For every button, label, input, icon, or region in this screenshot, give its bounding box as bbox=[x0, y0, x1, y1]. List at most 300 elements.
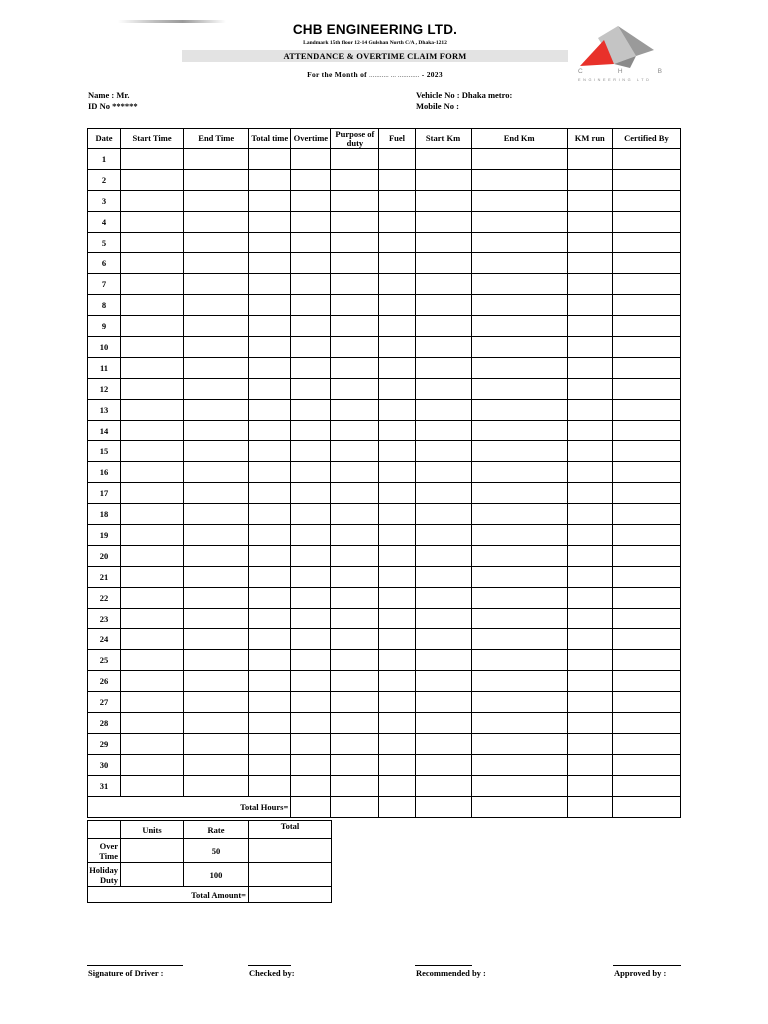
purpose-cell[interactable] bbox=[331, 775, 379, 796]
end-km-cell[interactable] bbox=[471, 399, 567, 420]
purpose-total-cell[interactable] bbox=[331, 796, 379, 817]
start-time-cell[interactable] bbox=[121, 232, 184, 253]
start-km-cell[interactable] bbox=[415, 733, 471, 754]
total-time-cell[interactable] bbox=[249, 441, 291, 462]
certified-by-total-cell[interactable] bbox=[612, 796, 680, 817]
start-km-cell[interactable] bbox=[415, 274, 471, 295]
overtime-cell[interactable] bbox=[291, 295, 331, 316]
start-time-cell[interactable] bbox=[121, 253, 184, 274]
overtime-cell[interactable] bbox=[291, 399, 331, 420]
overtime-cell[interactable] bbox=[291, 441, 331, 462]
overtime-cell[interactable] bbox=[291, 357, 331, 378]
fuel-cell[interactable] bbox=[379, 587, 415, 608]
start-time-cell[interactable] bbox=[121, 378, 184, 399]
start-km-cell[interactable] bbox=[415, 754, 471, 775]
total-time-cell[interactable] bbox=[249, 211, 291, 232]
end-time-cell[interactable] bbox=[184, 713, 249, 734]
end-km-cell[interactable] bbox=[471, 316, 567, 337]
total-time-cell[interactable] bbox=[249, 608, 291, 629]
end-time-cell[interactable] bbox=[184, 211, 249, 232]
start-time-cell[interactable] bbox=[121, 671, 184, 692]
purpose-cell[interactable] bbox=[331, 316, 379, 337]
start-km-cell[interactable] bbox=[415, 295, 471, 316]
end-km-cell[interactable] bbox=[471, 357, 567, 378]
purpose-cell[interactable] bbox=[331, 441, 379, 462]
start-time-cell[interactable] bbox=[121, 190, 184, 211]
overtime-cell[interactable] bbox=[291, 754, 331, 775]
overtime-cell[interactable] bbox=[291, 420, 331, 441]
start-km-cell[interactable] bbox=[415, 232, 471, 253]
total-time-cell[interactable] bbox=[249, 545, 291, 566]
end-km-cell[interactable] bbox=[471, 608, 567, 629]
total-time-cell[interactable] bbox=[249, 566, 291, 587]
km-run-cell[interactable] bbox=[567, 399, 612, 420]
start-km-cell[interactable] bbox=[415, 149, 471, 170]
purpose-cell[interactable] bbox=[331, 545, 379, 566]
overtime-cell[interactable] bbox=[291, 713, 331, 734]
total-time-cell[interactable] bbox=[249, 587, 291, 608]
overtime-cell[interactable] bbox=[291, 149, 331, 170]
fuel-cell[interactable] bbox=[379, 608, 415, 629]
km-run-cell[interactable] bbox=[567, 775, 612, 796]
certified-by-cell[interactable] bbox=[612, 692, 680, 713]
certified-by-cell[interactable] bbox=[612, 608, 680, 629]
start-time-cell[interactable] bbox=[121, 545, 184, 566]
fuel-cell[interactable] bbox=[379, 253, 415, 274]
km-run-total-cell[interactable] bbox=[567, 796, 612, 817]
purpose-cell[interactable] bbox=[331, 754, 379, 775]
overtime-cell[interactable] bbox=[291, 671, 331, 692]
start-time-cell[interactable] bbox=[121, 483, 184, 504]
total-time-cell[interactable] bbox=[249, 671, 291, 692]
start-time-cell[interactable] bbox=[121, 295, 184, 316]
certified-by-cell[interactable] bbox=[612, 232, 680, 253]
fuel-cell[interactable] bbox=[379, 504, 415, 525]
end-time-cell[interactable] bbox=[184, 545, 249, 566]
total-time-cell[interactable] bbox=[249, 420, 291, 441]
certified-by-cell[interactable] bbox=[612, 378, 680, 399]
km-run-cell[interactable] bbox=[567, 232, 612, 253]
km-run-cell[interactable] bbox=[567, 253, 612, 274]
start-time-cell[interactable] bbox=[121, 650, 184, 671]
overtime-cell[interactable] bbox=[291, 337, 331, 358]
end-km-cell[interactable] bbox=[471, 566, 567, 587]
start-km-cell[interactable] bbox=[415, 587, 471, 608]
purpose-cell[interactable] bbox=[331, 692, 379, 713]
purpose-cell[interactable] bbox=[331, 525, 379, 546]
end-time-cell[interactable] bbox=[184, 650, 249, 671]
end-time-cell[interactable] bbox=[184, 357, 249, 378]
km-run-cell[interactable] bbox=[567, 295, 612, 316]
km-run-cell[interactable] bbox=[567, 692, 612, 713]
certified-by-cell[interactable] bbox=[612, 253, 680, 274]
end-time-cell[interactable] bbox=[184, 775, 249, 796]
purpose-cell[interactable] bbox=[331, 629, 379, 650]
purpose-cell[interactable] bbox=[331, 357, 379, 378]
end-km-cell[interactable] bbox=[471, 232, 567, 253]
total-time-cell[interactable] bbox=[249, 169, 291, 190]
fuel-cell[interactable] bbox=[379, 357, 415, 378]
total-time-cell[interactable] bbox=[249, 775, 291, 796]
purpose-cell[interactable] bbox=[331, 671, 379, 692]
certified-by-cell[interactable] bbox=[612, 149, 680, 170]
end-km-cell[interactable] bbox=[471, 462, 567, 483]
overtime-cell[interactable] bbox=[291, 211, 331, 232]
end-km-cell[interactable] bbox=[471, 525, 567, 546]
km-run-cell[interactable] bbox=[567, 462, 612, 483]
start-km-cell[interactable] bbox=[415, 316, 471, 337]
start-time-cell[interactable] bbox=[121, 316, 184, 337]
start-time-cell[interactable] bbox=[121, 337, 184, 358]
certified-by-cell[interactable] bbox=[612, 733, 680, 754]
purpose-cell[interactable] bbox=[331, 504, 379, 525]
fuel-cell[interactable] bbox=[379, 337, 415, 358]
km-run-cell[interactable] bbox=[567, 733, 612, 754]
certified-by-cell[interactable] bbox=[612, 650, 680, 671]
start-time-cell[interactable] bbox=[121, 462, 184, 483]
purpose-cell[interactable] bbox=[331, 483, 379, 504]
certified-by-cell[interactable] bbox=[612, 483, 680, 504]
start-km-cell[interactable] bbox=[415, 169, 471, 190]
end-time-cell[interactable] bbox=[184, 692, 249, 713]
total-time-cell[interactable] bbox=[249, 295, 291, 316]
fuel-cell[interactable] bbox=[379, 754, 415, 775]
start-time-cell[interactable] bbox=[121, 587, 184, 608]
end-km-cell[interactable] bbox=[471, 754, 567, 775]
overtime-cell[interactable] bbox=[291, 545, 331, 566]
certified-by-cell[interactable] bbox=[612, 671, 680, 692]
start-time-cell[interactable] bbox=[121, 525, 184, 546]
km-run-cell[interactable] bbox=[567, 545, 612, 566]
total-time-cell[interactable] bbox=[249, 713, 291, 734]
start-km-cell[interactable] bbox=[415, 608, 471, 629]
fuel-cell[interactable] bbox=[379, 671, 415, 692]
overtime-cell[interactable] bbox=[291, 253, 331, 274]
fuel-cell[interactable] bbox=[379, 169, 415, 190]
start-km-cell[interactable] bbox=[415, 378, 471, 399]
fuel-cell[interactable] bbox=[379, 295, 415, 316]
start-km-cell[interactable] bbox=[415, 775, 471, 796]
km-run-cell[interactable] bbox=[567, 169, 612, 190]
start-km-total-cell[interactable] bbox=[415, 796, 471, 817]
km-run-cell[interactable] bbox=[567, 525, 612, 546]
certified-by-cell[interactable] bbox=[612, 441, 680, 462]
fuel-cell[interactable] bbox=[379, 733, 415, 754]
start-km-cell[interactable] bbox=[415, 525, 471, 546]
purpose-cell[interactable] bbox=[331, 149, 379, 170]
km-run-cell[interactable] bbox=[567, 149, 612, 170]
fuel-cell[interactable] bbox=[379, 316, 415, 337]
certified-by-cell[interactable] bbox=[612, 211, 680, 232]
total-time-cell[interactable] bbox=[249, 504, 291, 525]
end-km-cell[interactable] bbox=[471, 629, 567, 650]
fuel-cell[interactable] bbox=[379, 441, 415, 462]
certified-by-cell[interactable] bbox=[612, 316, 680, 337]
end-time-cell[interactable] bbox=[184, 608, 249, 629]
end-time-cell[interactable] bbox=[184, 441, 249, 462]
fuel-cell[interactable] bbox=[379, 399, 415, 420]
km-run-cell[interactable] bbox=[567, 337, 612, 358]
end-time-cell[interactable] bbox=[184, 337, 249, 358]
start-km-cell[interactable] bbox=[415, 211, 471, 232]
end-time-cell[interactable] bbox=[184, 274, 249, 295]
total-time-cell[interactable] bbox=[249, 629, 291, 650]
end-time-cell[interactable] bbox=[184, 671, 249, 692]
certified-by-cell[interactable] bbox=[612, 545, 680, 566]
start-time-cell[interactable] bbox=[121, 608, 184, 629]
start-time-cell[interactable] bbox=[121, 149, 184, 170]
fuel-cell[interactable] bbox=[379, 211, 415, 232]
fuel-cell[interactable] bbox=[379, 545, 415, 566]
certified-by-cell[interactable] bbox=[612, 337, 680, 358]
summary-total-holiday[interactable] bbox=[249, 863, 332, 887]
start-time-cell[interactable] bbox=[121, 399, 184, 420]
fuel-cell[interactable] bbox=[379, 462, 415, 483]
km-run-cell[interactable] bbox=[567, 754, 612, 775]
certified-by-cell[interactable] bbox=[612, 274, 680, 295]
total-time-cell[interactable] bbox=[249, 337, 291, 358]
start-time-cell[interactable] bbox=[121, 441, 184, 462]
km-run-cell[interactable] bbox=[567, 483, 612, 504]
km-run-cell[interactable] bbox=[567, 650, 612, 671]
fuel-cell[interactable] bbox=[379, 483, 415, 504]
start-time-cell[interactable] bbox=[121, 169, 184, 190]
start-km-cell[interactable] bbox=[415, 629, 471, 650]
overtime-cell[interactable] bbox=[291, 169, 331, 190]
end-km-cell[interactable] bbox=[471, 483, 567, 504]
end-time-cell[interactable] bbox=[184, 629, 249, 650]
end-time-cell[interactable] bbox=[184, 169, 249, 190]
end-time-cell[interactable] bbox=[184, 462, 249, 483]
km-run-cell[interactable] bbox=[567, 316, 612, 337]
fuel-cell[interactable] bbox=[379, 149, 415, 170]
end-time-cell[interactable] bbox=[184, 566, 249, 587]
purpose-cell[interactable] bbox=[331, 211, 379, 232]
summary-total-overtime[interactable] bbox=[249, 839, 332, 863]
fuel-cell[interactable] bbox=[379, 420, 415, 441]
overtime-cell[interactable] bbox=[291, 650, 331, 671]
total-time-cell[interactable] bbox=[249, 149, 291, 170]
km-run-cell[interactable] bbox=[567, 357, 612, 378]
certified-by-cell[interactable] bbox=[612, 713, 680, 734]
start-km-cell[interactable] bbox=[415, 504, 471, 525]
total-time-cell[interactable] bbox=[249, 692, 291, 713]
certified-by-cell[interactable] bbox=[612, 399, 680, 420]
total-time-cell[interactable] bbox=[249, 316, 291, 337]
end-time-cell[interactable] bbox=[184, 399, 249, 420]
fuel-cell[interactable] bbox=[379, 775, 415, 796]
end-time-cell[interactable] bbox=[184, 504, 249, 525]
total-time-cell[interactable] bbox=[249, 733, 291, 754]
end-km-cell[interactable] bbox=[471, 504, 567, 525]
summary-units-overtime[interactable] bbox=[121, 839, 184, 863]
start-km-cell[interactable] bbox=[415, 399, 471, 420]
end-km-cell[interactable] bbox=[471, 671, 567, 692]
certified-by-cell[interactable] bbox=[612, 420, 680, 441]
end-km-cell[interactable] bbox=[471, 378, 567, 399]
start-time-cell[interactable] bbox=[121, 566, 184, 587]
total-time-cell[interactable] bbox=[249, 399, 291, 420]
purpose-cell[interactable] bbox=[331, 713, 379, 734]
end-time-cell[interactable] bbox=[184, 232, 249, 253]
fuel-cell[interactable] bbox=[379, 566, 415, 587]
km-run-cell[interactable] bbox=[567, 671, 612, 692]
total-time-cell[interactable] bbox=[249, 462, 291, 483]
fuel-total-cell[interactable] bbox=[379, 796, 415, 817]
start-km-cell[interactable] bbox=[415, 420, 471, 441]
overtime-cell[interactable] bbox=[291, 462, 331, 483]
start-time-cell[interactable] bbox=[121, 775, 184, 796]
start-km-cell[interactable] bbox=[415, 650, 471, 671]
end-km-cell[interactable] bbox=[471, 775, 567, 796]
start-km-cell[interactable] bbox=[415, 462, 471, 483]
purpose-cell[interactable] bbox=[331, 587, 379, 608]
certified-by-cell[interactable] bbox=[612, 754, 680, 775]
total-time-cell[interactable] bbox=[249, 190, 291, 211]
end-km-cell[interactable] bbox=[471, 692, 567, 713]
purpose-cell[interactable] bbox=[331, 337, 379, 358]
total-time-cell[interactable] bbox=[249, 253, 291, 274]
end-km-cell[interactable] bbox=[471, 169, 567, 190]
start-time-cell[interactable] bbox=[121, 211, 184, 232]
total-time-cell[interactable] bbox=[249, 357, 291, 378]
certified-by-cell[interactable] bbox=[612, 525, 680, 546]
end-time-cell[interactable] bbox=[184, 525, 249, 546]
certified-by-cell[interactable] bbox=[612, 504, 680, 525]
start-km-cell[interactable] bbox=[415, 441, 471, 462]
fuel-cell[interactable] bbox=[379, 232, 415, 253]
start-time-cell[interactable] bbox=[121, 733, 184, 754]
certified-by-cell[interactable] bbox=[612, 629, 680, 650]
km-run-cell[interactable] bbox=[567, 274, 612, 295]
end-time-cell[interactable] bbox=[184, 253, 249, 274]
overtime-cell[interactable] bbox=[291, 190, 331, 211]
total-amount-value[interactable] bbox=[249, 887, 332, 903]
purpose-cell[interactable] bbox=[331, 462, 379, 483]
certified-by-cell[interactable] bbox=[612, 566, 680, 587]
end-km-cell[interactable] bbox=[471, 713, 567, 734]
total-time-cell[interactable] bbox=[249, 483, 291, 504]
certified-by-cell[interactable] bbox=[612, 587, 680, 608]
end-km-total-cell[interactable] bbox=[471, 796, 567, 817]
overtime-cell[interactable] bbox=[291, 775, 331, 796]
start-time-cell[interactable] bbox=[121, 692, 184, 713]
start-km-cell[interactable] bbox=[415, 713, 471, 734]
total-time-cell[interactable] bbox=[249, 754, 291, 775]
km-run-cell[interactable] bbox=[567, 608, 612, 629]
fuel-cell[interactable] bbox=[379, 525, 415, 546]
end-time-cell[interactable] bbox=[184, 316, 249, 337]
end-time-cell[interactable] bbox=[184, 149, 249, 170]
purpose-cell[interactable] bbox=[331, 232, 379, 253]
purpose-cell[interactable] bbox=[331, 733, 379, 754]
km-run-cell[interactable] bbox=[567, 504, 612, 525]
end-time-cell[interactable] bbox=[184, 378, 249, 399]
certified-by-cell[interactable] bbox=[612, 190, 680, 211]
purpose-cell[interactable] bbox=[331, 295, 379, 316]
start-time-cell[interactable] bbox=[121, 754, 184, 775]
start-km-cell[interactable] bbox=[415, 671, 471, 692]
overtime-cell[interactable] bbox=[291, 629, 331, 650]
total-time-cell[interactable] bbox=[249, 650, 291, 671]
km-run-cell[interactable] bbox=[567, 190, 612, 211]
overtime-cell[interactable] bbox=[291, 525, 331, 546]
end-km-cell[interactable] bbox=[471, 545, 567, 566]
start-km-cell[interactable] bbox=[415, 545, 471, 566]
end-km-cell[interactable] bbox=[471, 441, 567, 462]
overtime-cell[interactable] bbox=[291, 566, 331, 587]
purpose-cell[interactable] bbox=[331, 399, 379, 420]
start-km-cell[interactable] bbox=[415, 337, 471, 358]
overtime-cell[interactable] bbox=[291, 608, 331, 629]
overtime-cell[interactable] bbox=[291, 483, 331, 504]
km-run-cell[interactable] bbox=[567, 211, 612, 232]
end-km-cell[interactable] bbox=[471, 211, 567, 232]
km-run-cell[interactable] bbox=[567, 713, 612, 734]
end-time-cell[interactable] bbox=[184, 420, 249, 441]
fuel-cell[interactable] bbox=[379, 378, 415, 399]
certified-by-cell[interactable] bbox=[612, 775, 680, 796]
certified-by-cell[interactable] bbox=[612, 295, 680, 316]
overtime-cell[interactable] bbox=[291, 587, 331, 608]
km-run-cell[interactable] bbox=[567, 629, 612, 650]
km-run-cell[interactable] bbox=[567, 420, 612, 441]
purpose-cell[interactable] bbox=[331, 274, 379, 295]
end-km-cell[interactable] bbox=[471, 190, 567, 211]
start-time-cell[interactable] bbox=[121, 357, 184, 378]
purpose-cell[interactable] bbox=[331, 608, 379, 629]
certified-by-cell[interactable] bbox=[612, 357, 680, 378]
summary-units-holiday[interactable] bbox=[121, 863, 184, 887]
end-time-cell[interactable] bbox=[184, 190, 249, 211]
start-km-cell[interactable] bbox=[415, 483, 471, 504]
overtime-total-cell[interactable] bbox=[291, 796, 331, 817]
end-time-cell[interactable] bbox=[184, 295, 249, 316]
overtime-cell[interactable] bbox=[291, 274, 331, 295]
end-time-cell[interactable] bbox=[184, 587, 249, 608]
end-km-cell[interactable] bbox=[471, 337, 567, 358]
total-time-cell[interactable] bbox=[249, 525, 291, 546]
end-km-cell[interactable] bbox=[471, 253, 567, 274]
total-time-cell[interactable] bbox=[249, 378, 291, 399]
km-run-cell[interactable] bbox=[567, 587, 612, 608]
fuel-cell[interactable] bbox=[379, 650, 415, 671]
start-km-cell[interactable] bbox=[415, 190, 471, 211]
start-time-cell[interactable] bbox=[121, 420, 184, 441]
end-km-cell[interactable] bbox=[471, 650, 567, 671]
fuel-cell[interactable] bbox=[379, 692, 415, 713]
end-time-cell[interactable] bbox=[184, 754, 249, 775]
start-time-cell[interactable] bbox=[121, 504, 184, 525]
purpose-cell[interactable] bbox=[331, 253, 379, 274]
overtime-cell[interactable] bbox=[291, 733, 331, 754]
overtime-cell[interactable] bbox=[291, 692, 331, 713]
fuel-cell[interactable] bbox=[379, 190, 415, 211]
overtime-cell[interactable] bbox=[291, 504, 331, 525]
purpose-cell[interactable] bbox=[331, 650, 379, 671]
start-time-cell[interactable] bbox=[121, 713, 184, 734]
fuel-cell[interactable] bbox=[379, 274, 415, 295]
end-km-cell[interactable] bbox=[471, 295, 567, 316]
start-time-cell[interactable] bbox=[121, 274, 184, 295]
fuel-cell[interactable] bbox=[379, 629, 415, 650]
total-time-cell[interactable] bbox=[249, 232, 291, 253]
end-km-cell[interactable] bbox=[471, 420, 567, 441]
certified-by-cell[interactable] bbox=[612, 462, 680, 483]
purpose-cell[interactable] bbox=[331, 420, 379, 441]
fuel-cell[interactable] bbox=[379, 713, 415, 734]
km-run-cell[interactable] bbox=[567, 566, 612, 587]
